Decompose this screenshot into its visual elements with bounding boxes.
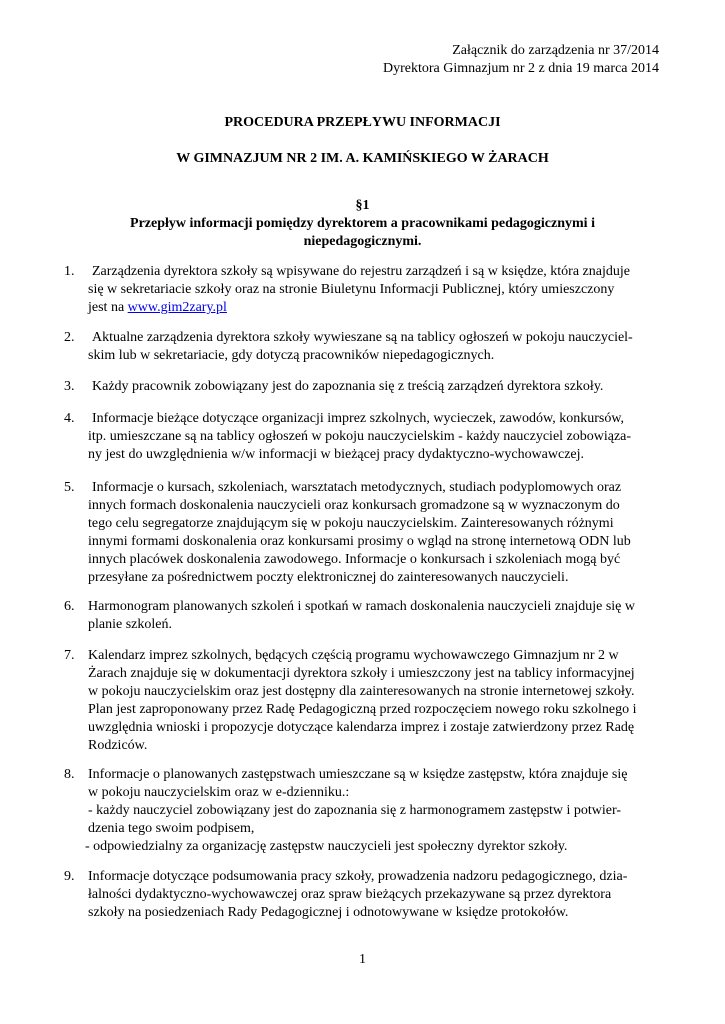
item-number: 1.	[64, 264, 75, 279]
item-text-line	[88, 299, 659, 317]
section-title-line-2: niepedagogicznymi.	[303, 234, 422, 249]
item-text-line: się w sekretariacie szkoły oraz na stronie Biuletynu Informacji Publicznej, który umieszczony	[88, 282, 615, 297]
website-link[interactable]: www.gim2zary.pl	[127, 300, 227, 315]
attachment-line-1: Załącznik do zarządzenia nr 37/2014	[452, 43, 659, 58]
item-text-line: Rodziców.	[88, 738, 148, 753]
item-text-line: Informacje bieżące dotyczące organizacji imprez szkolnych, wycieczek, zawodów, konkursów,	[92, 411, 625, 426]
list-item	[64, 766, 659, 856]
item-text-line: innych placówek doskonalenia zawodowego. Informacje o konkursach i szkoleniach mogą być	[88, 552, 621, 567]
item-text-line: Aktualne zarządzenia dyrektora szkoły wywieszane są na tablicy ogłoszeń w pokoju nauczyciel-	[92, 330, 633, 345]
item-text-line: skim lub w sekretariacie, gdy dotyczą pracowników niepedagogicznych.	[88, 348, 495, 363]
list-item	[64, 329, 659, 365]
item-text-line: Kalendarz imprez szkolnych, będących częścią programu wychowawczego Gimnazjum nr 2 w	[88, 648, 619, 663]
section-title-line-1: Przepływ informacji pomiędzy dyrektorem a pracownikami pedagogicznymi i	[130, 216, 595, 231]
document-title-line-1: PROCEDURA PRZEPŁYWU INFORMACJI	[224, 115, 501, 130]
item-text-line: - każdy nauczyciel zobowiązany jest do zapoznania się z harmonogramem zastępstw i potwier-	[88, 803, 622, 818]
list-item	[64, 868, 659, 922]
item-text-line: Plan jest zaproponowany przez Radę Pedagogiczną przed rozpoczęciem nowego roku szkolnego i	[88, 702, 637, 717]
item-text-line: łalności dydaktyczno-wychowawczej oraz spraw bieżących przekazywane są przez dyrektora	[88, 887, 612, 902]
item-text-line: - odpowiedzialny za organizację zastępstw nauczycieli jest społeczny dyrektor szkoły.	[85, 839, 568, 854]
item-text-line: Informacje o planowanych zastępstwach umieszczane są w księdze zastępstw, która znajduje się	[88, 767, 628, 782]
attachment-line-2: Dyrektora Gimnazjum nr 2 z dnia 19 marca 2014	[382, 61, 659, 76]
item-text-line: Informacje dotyczące podsumowania pracy szkoły, prowadzenia nadzoru pedagogicznego, dzia-	[88, 869, 628, 884]
item-text-line: w pokoju nauczycielskim oraz w e-dzienniku.:	[88, 785, 350, 800]
list-item	[64, 647, 659, 755]
item-number: 6.	[64, 599, 75, 614]
attachment-header	[383, 42, 659, 78]
item-text-line: uwzględnia wnioski i propozycje dotyczące kalendarza imprez i zostaje zatwierdzony przez Radę	[88, 720, 635, 735]
item-text-line: itp. umieszczane są na tablicy ogłoszeń w pokoju nauczycielskim - każdy nauczyciel zobowiąza-	[88, 429, 632, 444]
item-number: 7.	[64, 648, 75, 663]
list-item	[64, 479, 659, 587]
item-text-line: tego celu segregatorze znajdującym się w pokoju nauczycielskim. Zainteresowanych różnymi	[88, 516, 614, 531]
item-text-line: planie szkoleń.	[88, 617, 172, 632]
item-text-line: szkoły na posiedzeniach Rady Pedagogicznej i odnotowywane w księdze protokołów.	[88, 905, 569, 920]
item-text-line: dzenia tego swoim podpisem,	[88, 821, 255, 836]
document-title-line-2: W GIMNAZJUM NR 2 IM. A. KAMIŃSKIEGO W ŻARACH	[176, 151, 549, 166]
section-number: §1	[355, 198, 370, 213]
item-text-line: Zarządzenia dyrektora szkoły są wpisywane do rejestru zarządzeń i są w księdze, która znajduje	[92, 264, 630, 279]
page-number: 1	[359, 952, 366, 967]
item-number: 4.	[64, 411, 75, 426]
list-item	[64, 598, 659, 634]
item-number: 3.	[64, 379, 75, 394]
item-text-line: Każdy pracownik zobowiązany jest do zapoznania się z treścią zarządzeń dyrektora szkoły.	[92, 379, 604, 394]
item-number: 5.	[64, 480, 75, 495]
list-item	[64, 263, 659, 317]
item-text-line: w pokoju nauczycielskim oraz jest dostępny dla zainteresowanych na stronie internetowej szkoły.	[88, 684, 635, 699]
list-item	[64, 378, 659, 396]
item-text-line: Żarach znajduje się w dokumentacji dyrektora szkoły i umieszczony jest na tablicy informacyjnej	[88, 666, 635, 681]
item-text-line: Informacje o kursach, szkoleniach, warsztatach metodycznych, studiach podyplomowych oraz	[92, 480, 622, 495]
section-heading	[60, 197, 665, 251]
item-text-line: ny jest do uwzględnienia w/w informacji w bieżącej pracy dydaktyczno-wychowawczej.	[88, 447, 585, 462]
item-number: 9.	[64, 869, 75, 884]
item-number: 2.	[64, 330, 75, 345]
item-text-line: przesyłane za pośrednictwem poczty elektronicznej do zainteresowanych nauczycieli.	[88, 570, 569, 585]
list-item	[64, 410, 659, 464]
item-text-line: innych formach doskonalenia nauczycieli oraz konkursach gromadzone są w wyznaczonym do	[88, 498, 620, 513]
item-number: 8.	[64, 767, 75, 782]
item-text-line: Harmonogram planowanych szkoleń i spotkań w ramach doskonalenia nauczycieli znajduje się w	[88, 599, 635, 614]
item-text-prefix: jest na	[88, 300, 128, 315]
item-text-line: innymi formami doskonalenia oraz konkursami prosimy o wgląd na stronę internetową ODN lub	[88, 534, 631, 549]
